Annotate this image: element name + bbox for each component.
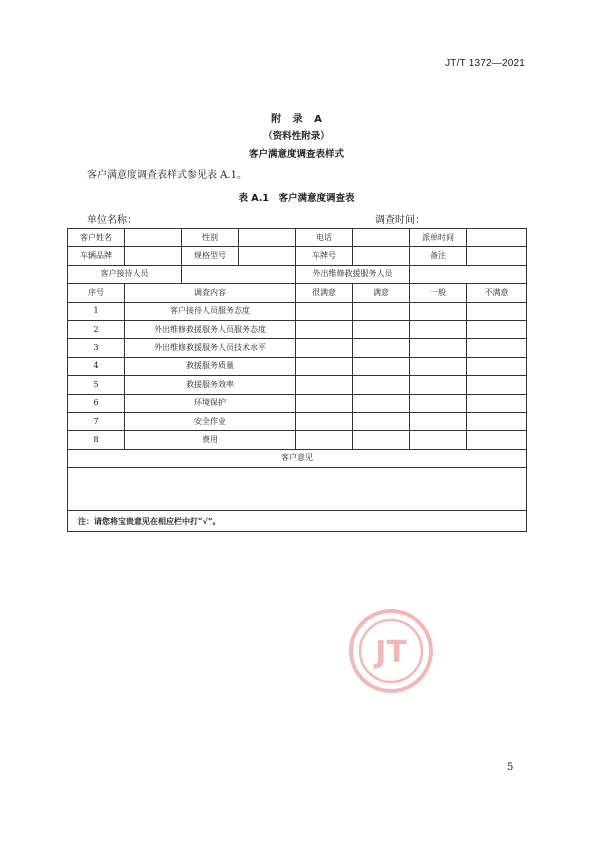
rating-cell [467,339,527,357]
col-serial: 序号 [68,284,125,302]
rating-cell [410,412,467,430]
item-number: 5 [68,376,125,394]
rating-cell [353,431,410,449]
customer-opinion-label: 客户意见 [68,449,527,467]
survey-item-row [68,302,527,320]
survey-table [67,228,527,532]
item-content: 外出维修救援服务人员技术水平 [125,339,296,357]
phone-label: 电话 [296,229,353,247]
rating-cell [410,394,467,412]
table-caption: 表 A.1 客户满意度调查表 [238,193,355,204]
rating-cell [296,320,353,338]
rating-cell [296,376,353,394]
plate-number-cell [353,247,410,265]
rating-cell [353,412,410,430]
rating-cell [353,339,410,357]
annex-title: 附 录 A [271,114,322,125]
rating-cell [296,302,353,320]
item-content: 客户接待人员服务态度 [125,302,296,320]
survey-time-label: 调查时间： [375,215,425,226]
col-satisfied: 满意 [353,284,410,302]
item-content: 安全作业 [125,412,296,430]
rating-cell [296,357,353,375]
rating-cell [353,320,410,338]
rating-cell [410,376,467,394]
rating-cell [467,302,527,320]
rating-cell [467,376,527,394]
survey-item-row [68,431,527,449]
customer-name-label: 客户姓名 [68,229,125,247]
survey-item-row [68,357,527,375]
rating-cell [410,302,467,320]
col-content: 调查内容 [125,284,296,302]
rating-cell [353,376,410,394]
col-average: 一般 [410,284,467,302]
rating-cell [410,431,467,449]
staff-row [68,265,527,283]
model-label: 规格型号 [182,247,239,265]
vehicle-brand-cell [125,247,182,265]
item-content: 救援服务效率 [125,376,296,394]
column-header-row [68,284,527,302]
page-number: 5 [507,762,514,773]
remarks-label: 备注 [410,247,467,265]
vehicle-info-row [68,247,527,265]
dispatch-time-cell [467,229,527,247]
item-number: 7 [68,412,125,430]
item-number: 3 [68,339,125,357]
customer-info-row [68,229,527,247]
item-content: 费用 [125,431,296,449]
survey-item-row [68,320,527,338]
remarks-cell [467,247,527,265]
customer-opinion-cell [68,468,527,511]
vehicle-brand-label: 车辆品牌 [68,247,125,265]
survey-item-row [68,394,527,412]
rating-cell [467,431,527,449]
standard-code: JT/T 1372—2021 [445,58,525,69]
rating-cell [353,302,410,320]
intro-paragraph: 客户满意度调查表样式参见表 A.1。 [87,170,247,181]
opinion-header-row [68,449,527,467]
note-row [68,511,527,532]
survey-item-row [68,376,527,394]
rating-cell [410,357,467,375]
rating-cell [410,320,467,338]
jt-watermark-logo [348,608,434,694]
watermark-text: JT [375,635,407,670]
rating-cell [296,339,353,357]
gender-cell [239,229,296,247]
rating-cell [296,394,353,412]
customer-name-cell [125,229,182,247]
item-number: 4 [68,357,125,375]
plate-number-label: 车牌号 [296,247,353,265]
item-number: 8 [68,431,125,449]
annex-heading: 客户满意度调查表样式 [248,149,344,160]
reception-staff-label: 客户接待人员 [68,265,182,283]
unit-name-label: 单位名称： [87,215,137,226]
rating-cell [296,412,353,430]
item-number: 1 [68,302,125,320]
opinion-body-row [68,468,527,511]
item-number: 2 [68,320,125,338]
dispatch-time-label: 派单时间 [410,229,467,247]
item-content: 救援服务质量 [125,357,296,375]
survey-item-row [68,339,527,357]
col-unsatisfied: 不满意 [467,284,527,302]
item-content: 外出维修救援服务人员服务态度 [125,320,296,338]
survey-item-row [68,412,527,430]
field-service-staff-label: 外出维修救援服务人员 [296,265,410,283]
col-very-satisfied: 很满意 [296,284,353,302]
model-cell [239,247,296,265]
annex-type: （资料性附录） [263,131,330,142]
rating-cell [467,357,527,375]
table-note: 注：请您将宝贵意见在相应栏中打“√”。 [68,511,527,532]
rating-cell [467,394,527,412]
rating-cell [353,357,410,375]
reception-staff-cell [182,265,296,283]
phone-cell [353,229,410,247]
gender-label: 性别 [182,229,239,247]
rating-cell [467,320,527,338]
rating-cell [353,394,410,412]
item-number: 6 [68,394,125,412]
rating-cell [410,339,467,357]
rating-cell [296,431,353,449]
field-service-staff-cell [410,265,527,283]
rating-cell [467,412,527,430]
item-content: 环境保护 [125,394,296,412]
